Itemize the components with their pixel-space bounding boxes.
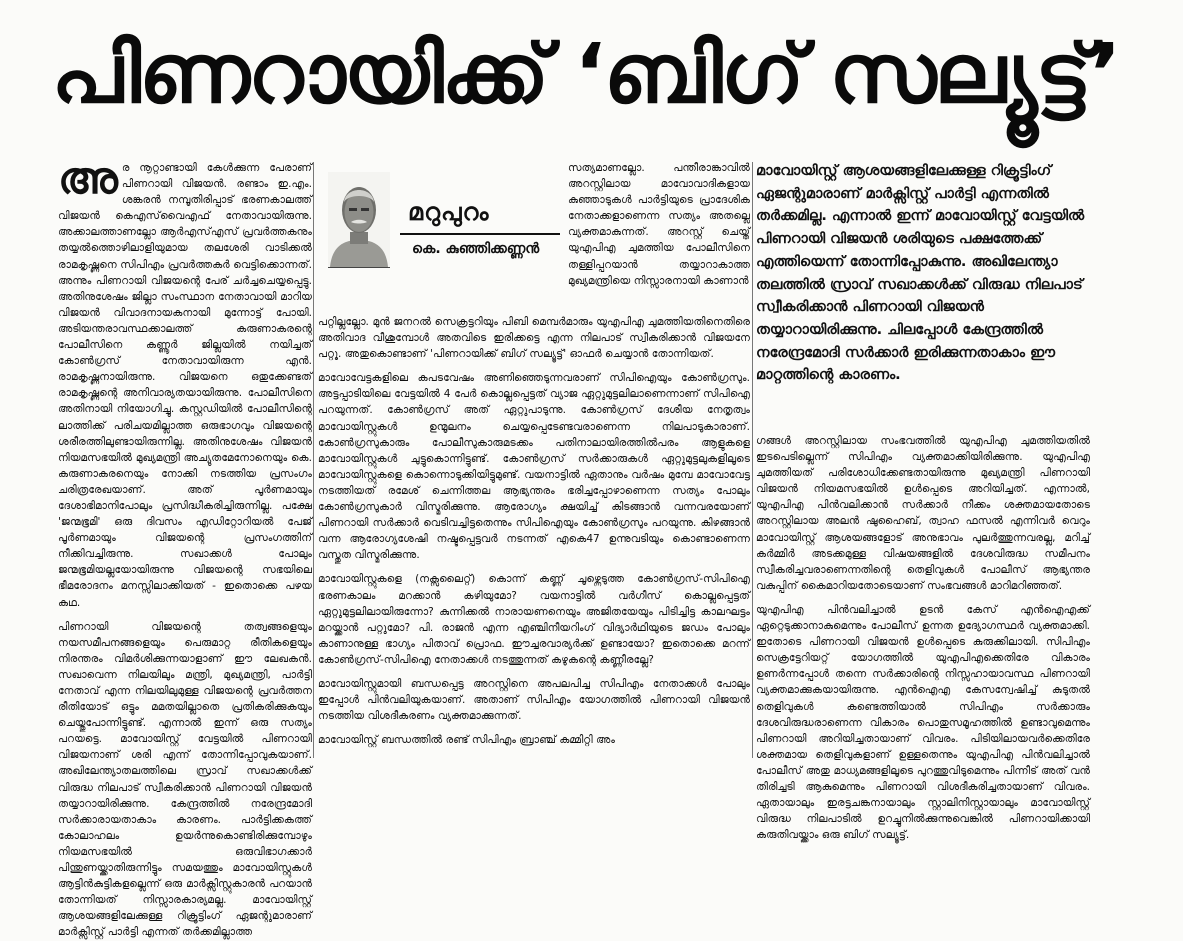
paragraph: മാവോയിസ്റ്റുമായി ബന്ധപ്പെട്ട അറസ്റ്റിനെ അപലപിച്ച സിപിഎം നേതാക്കൾ പോലും ഇപ്പോൾ പിൻവലിയുകയാണ്. അതാണ് സിപിഎം യോഗത്തിൽ പിണറായി വിജയൻ നടത്തിയ വിശദീകരണം വ്യക്തമാക്കുന്നത്. bbox=[318, 677, 750, 723]
article-column-2 bbox=[318, 314, 750, 759]
paragraph: മാവോവേട്ടകളിലെ കപടവേഷം അണിഞ്ഞെടുന്നവരാണ് സിപിഐയും കോൺഗ്രസും. അട്ടപ്പാടിയിലെ വേട്ടയിൽ 4 പേർ കൊല്ലപ്പെട്ടത് വ്യാജ ഏറ്റുമുട്ടലിലാണെന്നാണ് സിപിഐ പറയുന്നത്. കോൺഗ്രസ് അത് ഏറ്റുപാടുന്നു. കോൺഗ്രസ് ദേശീയ നേതൃത്വം മാവോയിസ്റ്റുകൾ ഉന്മൂലനം ചെയ്യപ്പെടേണ്ടവരാണെന്ന നിലപാടുകാരാണ്. കോൺഗ്രസുകാരും പോലീസുകാരുമടക്കം പതിനാലായിരത്തിൽപരം ആളുകളെ മാവോയിസ്റ്റുകൾ ചുട്ടുകൊന്നിട്ടുണ്ട്. കോൺഗ്രസ് സർക്കാരുകൾ ഏറ്റുമുട്ടലുകളിലൂടെ മാവോയിസ്റ്റുകളെ കൊന്നൊടുക്കിയിട്ടുമുണ്ട്. വയനാട്ടിൽ ഏതാനും വർഷം മുമ്പേ മാവോവേട്ട നടത്തിയത് രമേശ് ചെന്നിത്തല ആഭ്യന്തരം ഭരിച്ചപ്പോഴാണെന്ന സത്യം പോലും കോൺഗ്രസുകാർ വിസ്മരിക്കുന്നു. ആരോഗ്യം ക്ഷയിച്ച് കിടങ്ങാൻ വന്നവരയോണ് പിണറായി സർക്കാർ വെടിവച്ചിട്ടതെന്നും സിപിഐയും കോൺഗ്രസും പറയുന്നു. കിഴങ്ങാൻ വന്ന ആരോഗ്യശേഷി നഷ്ടപ്പെട്ടവർ നടന്നത് എകെ47 ഉന്നുവടിയും കൊണ്ടാണെന്ന വസ്തുത വിസ്മരിക്കുന്നു. bbox=[318, 372, 750, 562]
article-column-2-top bbox=[568, 160, 750, 315]
paragraph: പിണറായി വിജയന്റെ തത്വങ്ങളെയും നയസമീപനങ്ങളെയും പെരുമാറ്റ രീതികളെയും നിരന്തരം വിമർശിക്കുന്നയാളാണ് ഈ ലേഖകൻ. സഖാവെന്ന നിലയിലും മന്ത്രി, മുഖ്യമന്ത്രി, പാർട്ടി നേതാവ് എന്ന നിലയിലുമുള്ള വിജയന്റെ പ്രവർത്തന രീതിയോട് ഒട്ടും മമതയില്ലാതെ പ്രതികരിക്കുകയും ചെയ്തുപോന്നിട്ടുണ്ട്. എന്നാൽ ഇന്ന് ഒരു സത്യം പറയട്ടെ. മാവോയിസ്റ്റ് വേട്ടയിൽ പിണറായി വിജയനാണ് ശരി എന്ന് തോന്നിപ്പോവുകയാണ്. അഖിലേന്ത്യാതലത്തിലെ സ്രാവ് സഖാക്കൾക്ക് വിരുദ്ധ നിലപാട് സ്വീകരിക്കാൻ പിണറായി വിജയൻ തയ്യാറായിരിക്കുന്നു. കേന്ദ്രത്തിൽ നരേന്ദ്രമോദി സർക്കാരായതാകാം കാരണം. പാർട്ടിക്കകത്ത് കോലാഹലം ഉയർന്നുകൊണ്ടിരിക്കുമ്പോഴും നിയമസഭയിൽ ഒരുവിഭാഗക്കാർ പിന്തുണയ്ക്കാതിരുന്നിട്ടും സമയത്തും മാവോയിസ്റ്റുകൾ ആട്ടിൻകുട്ടികളല്ലെന്ന് ഒരു മാർക്സിസ്റ്റുകാരൻ പറയാൻ തോന്നിയത് നിസ്സാരകാര്യമല്ല. മാവോയിസ്റ്റ് ആശയങ്ങളിലേക്കുള്ള റിക്രൂട്ടിംഗ് ഏജന്റുമാരാണ് മാർക്സിസ്റ്റ് പാർട്ടി എന്നത് തർക്കമില്ലാത്ത bbox=[58, 620, 312, 939]
headline: പിണറായിക്ക് ‘ബിഗ് സല്യൂട്ട്’ bbox=[51, 27, 1120, 122]
paragraph: പറ്റില്ലല്ലോ. മുൻ ജനറൽ സെക്രട്ടറിയും പിബി മെമ്പർമാരും യുഎപിഎ ചുമത്തിയതിനെതിരെ അതിവാദ വീശുമ്പോൾ അതവിടെ ഇരിക്കട്ടെ എന്ന നിലപാട് സ്വീകരിക്കാൻ വിജയനേ പറ്റൂ. അതുകൊണ്ടാണ് 'പിണറായിക്ക് ബിഗ് സല്യൂട്ട്' ഓഫർ ചെയ്യാൻ തോന്നിയത്. bbox=[318, 316, 750, 361]
drop-cap: അ bbox=[58, 153, 118, 204]
article-column-1 bbox=[58, 153, 312, 939]
paragraph: ര നൂറ്റാണ്ടായി കേൾക്കുന്ന പേരാണ് പിണറായി വിജയൻ. രണ്ടാം ഇ.എം. ശങ്കരൻ നമ്പൂതിരിപ്പാട് ഭരണകാലത്ത് വിജയൻ കെഎസ്‌വൈഎഫ് നേതാവായിരുന്നു. അക്കാലത്താണല്ലോ ആർഎസ്എസ് പ്രവർത്തകനും തയ്യൽത്തൊഴിലാളിയുമായ തലശേരി വാടിക്കൽ രാമകൃഷ്ണനെ സിപിഎം പ്രവർത്തകർ വെട്ടിക്കൊന്നത്. അന്നും പിണറായി വിജയന്റെ പേര് ചർച്ചചെയ്യപ്പെട്ടു. അതിനുശേഷം ജില്ലാ സംസ്ഥാന നേതാവായി മാറിയ വിജയൻ വിവാദനായകനായി മുന്നോട്ട് പോയി. അടിയന്തരാവസ്ഥക്കാലത്ത് കരുണാകരന്റെ പോലീസിനെ കണ്ണൂർ ജില്ലയിൽ നയിച്ചത് കോൺഗ്രസ് നേതാവായിരുന്ന എൻ. രാമകൃഷ്ണനായിരുന്നു. വിജയനെ ഒതുക്കേണ്ടത് രാമകൃഷ്ണന്റെ അനിവാര്യതയായിരുന്നു. പോലീസിനെ അതിനായി നിയോഗിച്ചു. കസ്റ്റഡിയിൽ പോലീസിന്റെ ലാത്തിക്ക് പരിചയമില്ലാത്ത ഒരുഭാഗവും വിജയന്റെ ശരീരത്തിലുണ്ടായിരുന്നില്ല. അതിനുശേഷം വിജയൻ നിയമസഭയിൽ മുഖ്യമന്ത്രി അച്യുതമേനോനെയും കെ. കരുണാകരനെയും നോക്കി നടത്തിയ പ്രസംഗം ചരിത്രരേഖയാണ്. അത് പൂർണമായും ദേശാഭിമാനിപോലും പ്രസിദ്ധീകരിച്ചിരുന്നില്ല. പക്ഷേ 'ജന്മഭൂമി' ഒരു ദിവസം എഡിറ്റോറിയൽ പേജ് പൂർണമായും വിജയന്റെ പ്രസംഗത്തിന് നീക്കിവച്ചിരുന്നു. സഖാക്കൾ പോലും ജന്മഭൂമിയല്ലയോയിരുന്നു വിജയന്റെ സഭയിലെ ഭീമരോദനം മനസ്സിലാക്കിയത് - ഇതൊക്കെ പഴയ കഥ. bbox=[58, 162, 312, 609]
column-rule bbox=[313, 162, 314, 758]
paragraph: മാവോയിസ്റ്റുകളെ (നക്സലൈറ്റ്) കൊന്ന് കണ്ണ് ചൂഴ്ന്നെടുത്ത കോൺഗ്രസ്-സിപിഐ ഭരണകാലം മറക്കാൻ കഴിയുമോ? വയനാട്ടിൽ വർഗീസ് കൊല്ലപ്പെട്ടത് ഏറ്റുമുട്ടലിലായിരുന്നോ? കുന്നിക്കൽ നാരായണനെയും അജിതയേയും പിടിച്ചിട്ട കാലഘട്ടം മറയ്ക്കാൻ പറ്റുമോ? പി. രാജൻ എന്ന എഞ്ചിനീയറിംഗ് വിദ്യാർഥിയുടെ ജഡം പോലും കാണാനുള്ള ഭാഗ്യം പിതാവ് പ്രൊഫ. ഈച്ചരവാര്യർക്ക് ഉണ്ടായോ? ഇതൊക്കെ മറന്ന് കോൺഗ്രസ്-സിപിഐ നേതാക്കൾ നടത്തുന്നത് കഴുകന്റെ കണ്ണീരല്ലേ? bbox=[318, 573, 750, 666]
paragraph: ഗങ്ങൾ അറസ്റ്റിലായ സംഭവത്തിൽ യുഎപിഎ ചുമത്തിയതിൽ ഇടപെടില്ലെന്ന് സിപിഎം വ്യക്തമാക്കിയിരിക്കുന്നു. യുഎപിഎ ചുമത്തിയത് പരിശോധിക്കേണ്ടതായിരുന്നു മുഖ്യമന്ത്രി പിണറായി വിജയൻ നിയമസഭയിൽ ഉൾപ്പെടെ അറിയിച്ചത്. എന്നാൽ, യുഎപിഎ പിൻവലിക്കാൻ സർക്കാർ നീക്കം ശക്തമായതോടെ അറസ്റ്റിലായ അലൻ ഷുഹൈബ്, ത്വാഹ ഫസൽ എന്നിവർ വെറും മാവോയിസ്റ്റ് ആശയങ്ങളോട് അനുഭാവം പുലർത്തുന്നവരല്ല, മറിച്ച് കർമ്മിർ അടക്കമുള്ള വിഷയങ്ങളിൽ ദേശവിരുദ്ധ സമീപനം സ്വീകരിച്ചവരാണെന്നതിന്റെ തെളിവുകൾ പോലീസ് ആഭ്യന്തര വകുപ്പിന് കൈമാറിയതോടെയാണ് സംഭവങ്ങൾ മാറിമറിഞ്ഞത്. bbox=[756, 435, 1090, 592]
column-name: മറുപുറം bbox=[408, 198, 490, 226]
paragraph: യുഎപിഎ പിൻവലിച്ചാൽ ഉടൻ കേസ് എൻഐഎക്ക് ഏറ്റെടുക്കാനാകുമെന്നും പോലീസ് ഉന്നത ഉദ്യോഗസ്ഥർ വ്യക്തമാക്കി. ഇതോടെ പിണറായി വിജയൻ ഉൾപ്പെടെ കുരുക്കിലായി. സിപിഎം സെക്രട്ടേറിയറ്റ് യോഗത്തിൽ യുഎപിഎക്കെതിരേ വികാരം ഉണർന്നപ്പോൾ തന്നെ സർക്കാരിന്റെ നിസ്സഹായാവസ്ഥ പിണറായി വ്യക്തമാക്കുകയായിരുന്നു. എൻഐഎ കേസന്വേഷിച്ച് കുടുതൽ തെളിവുകൾ കണ്ടെത്തിയാൽ സിപിഎം സർക്കാരും ദേശവിരുദ്ധരാണെന്ന വികാരം പൊതുസമൂഹത്തിൽ ഉണ്ടാവുമെന്നും പിണറായി അറിയിച്ചതായാണ് വിവരം. പിടിയിലായവർക്കെതിരേ ശക്തമായ തെളിവുകളാണ് ഉള്ളതെന്നും യുഎപിഎ പിൻവലിച്ചാൽ പോലീസ് അതു മാധ്യമങ്ങളിലൂടെ പുറത്തുവിടുമെന്നും പിന്നീട് അത് വൻ തിരിച്ചടി ആകുമെന്നും പിണറായി വിശദീകരിച്ചതായാണ് വിവരം. ഏതായാലും ഇരട്ടചങ്കനായാലും സ്റ്റാലിനിസ്റ്റായാലും മാവോയിസ്റ്റ് വിരുദ്ധ നിലപാടിൽ ഉറച്ചുനിൽക്കുന്നുവെങ്കിൽ പിണറായിക്കായി കരുതിവയ്ക്കാം ഒരു ബിഗ് സല്യൂട്ട്. bbox=[756, 603, 1090, 842]
pull-quote: മാവോയിസ്റ്റ് ആശയങ്ങളിലേക്കുള്ള റിക്രൂട്ടിംഗ് ഏജന്റുമാരാണ് മാർക്സിസ്റ്റ് പാർട്ടി എന്നതിൽ തർക്കമില്ല. എന്നാൽ ഇന്ന് മാവോയിസ്റ്റ് വേട്ടയിൽ പിണറായി വിജയൻ ശരിയുടെ പക്ഷത്തേക്ക് എത്തിയെന്ന് തോന്നിപ്പോകുന്നു. അഖിലേന്ത്യാ തലത്തിൽ സ്രാവ് സഖാക്കൾക്ക് വിരുദ്ധ നിലപാട് സ്വീകരിക്കാൻ പിണറായി വിജയൻ തയ്യാറായിരിക്കുന്നു. ചിലപ്പോൾ കേന്ദ്രത്തിൽ നരേന്ദ്രമോദി സർക്കാർ ഇരിക്കുന്നതാകാം ഈ മാറ്റത്തിന്റെ കാരണം. bbox=[756, 163, 1085, 384]
paragraph: സത്യമാണല്ലോ. പന്തീരാങ്കാവിൽ അറസ്റ്റിലായ മാവോവാദികളായ കുഞ്ഞാടുകൾ പാർട്ടിയുടെ പ്രാദേശിക നേതാക്കളാണെന്ന സത്യം അതല്ലെ വ്യക്തമാകുന്നത്. അറസ്റ്റ് ചെയ്ത് യുഎപിഎ ചുമത്തിയ പോലീസിനെ തള്ളിപ്പറയാൻ തയ്യാറാകാത്ത മുഖ്യമന്ത്രിയെ നിസ്സാരനായി കാണാൻ bbox=[568, 162, 750, 287]
author-byline: കെ. കുഞ്ഞിക്കണ്ണൻ bbox=[412, 241, 540, 257]
paragraph: മാവോയിസ്റ്റ് ബന്ധത്തിൽ രണ്ട് സിപിഎം ബ്രാഞ്ച് കമ്മിറ്റി അം bbox=[318, 734, 615, 747]
byline-divider bbox=[400, 233, 560, 235]
column-rule bbox=[752, 162, 753, 758]
article-column-3 bbox=[756, 433, 1090, 842]
author-photo bbox=[328, 172, 390, 268]
